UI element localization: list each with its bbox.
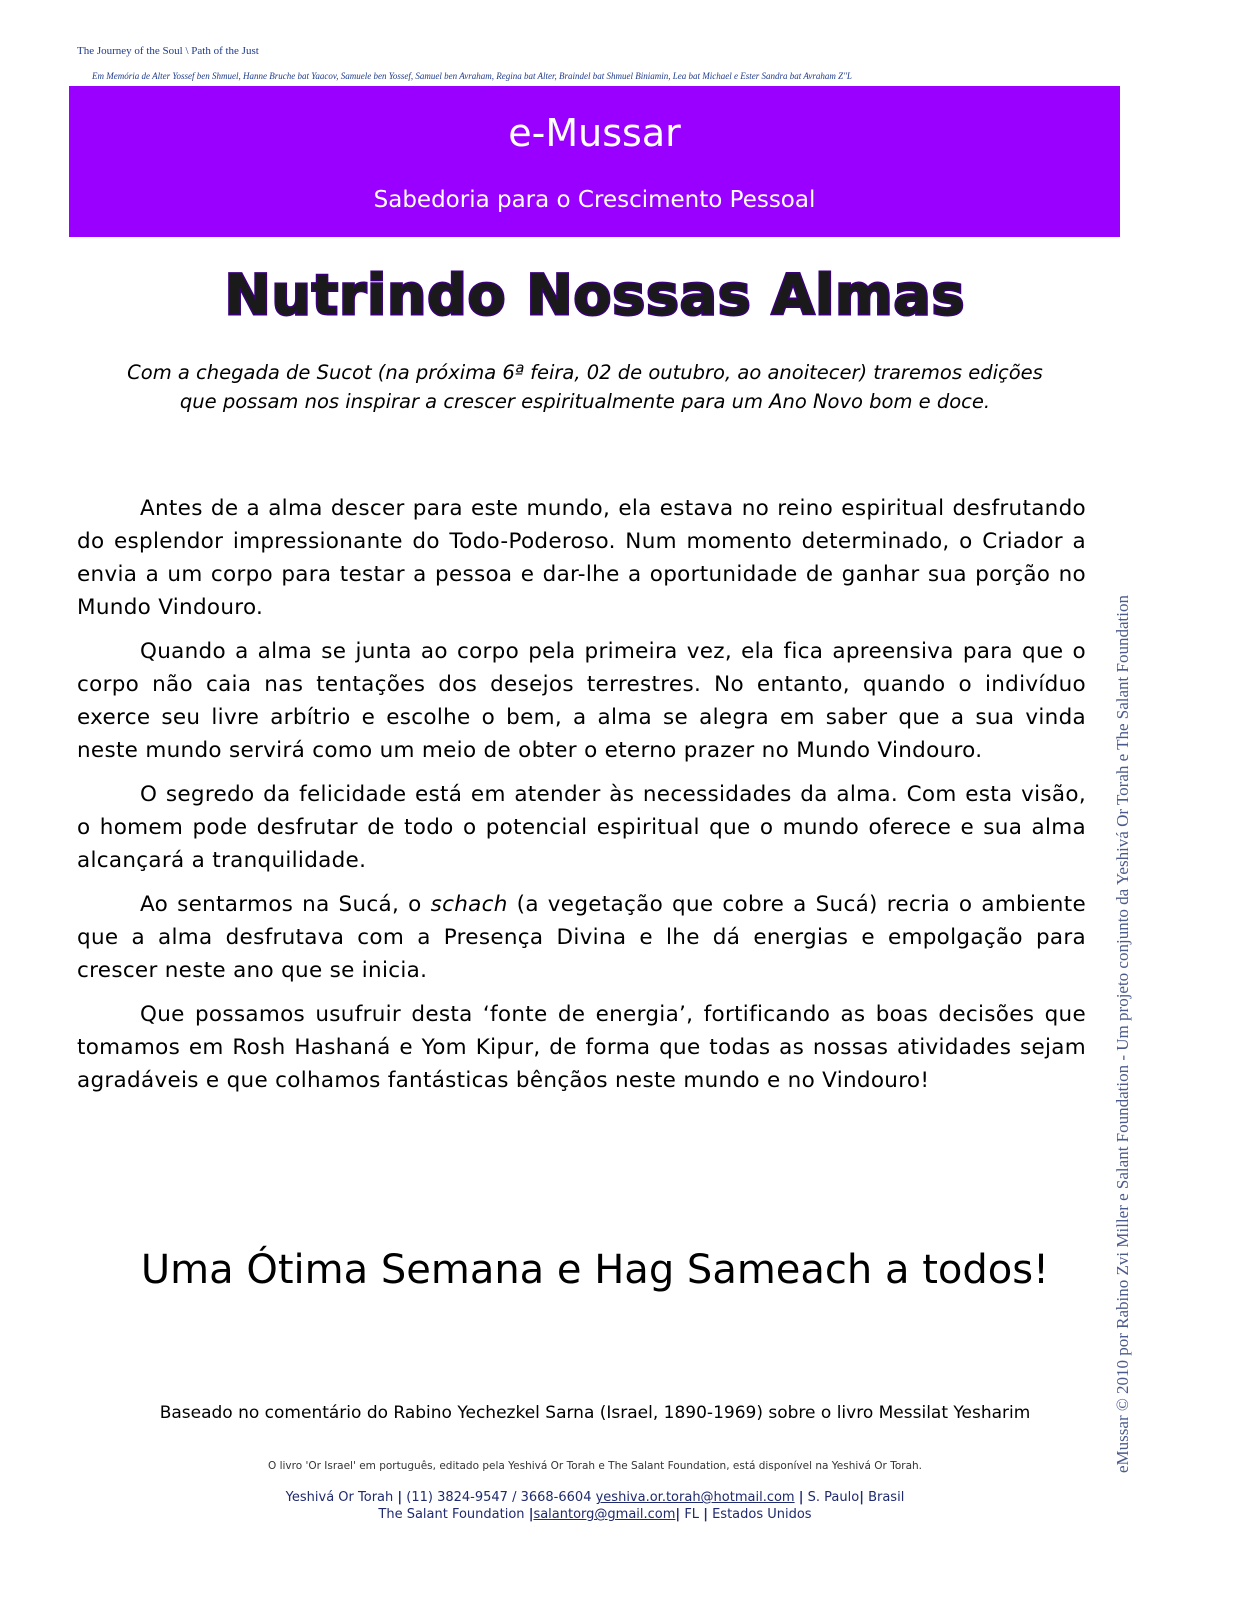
source-note: Baseado no comentário do Rabino Yechezkel Sarna (Israel, 1890-1969) sobre o livro Messilat Yesharim [159, 1403, 1031, 1423]
country: Estados Unidos [712, 1507, 812, 1522]
schach-term: schach [430, 892, 508, 917]
side-copyright: eMussar © 2010 por Rabino Zvi Miller e Salant Foundation - Um projeto conjunto da Yeshivá Or Torah e The Salant Foundation [1113, 595, 1132, 1473]
memorial-line: Em Memória de Alter Yossef ben Shmuel, Hanne Bruche bat Yaacov, Samuele ben Yossef, Samuel ben Avraham, Regina bat Alter, Braindel bat Shmuel Biniamin, Lea bat Michael e Ester Sandra bat Avraham Z"L [92, 71, 852, 81]
email-link[interactable]: yeshiva.or.torah@hotmail.com [595, 1490, 795, 1505]
country: Brasil [868, 1490, 905, 1505]
state: FL [684, 1507, 700, 1522]
series-title: The Journey of the Soul \ Path of the Just [77, 45, 259, 57]
banner-subtitle: Sabedoria para o Crescimento Pessoal [373, 187, 816, 213]
banner-title: e-Mussar [508, 111, 681, 155]
article-body [77, 492, 1086, 1108]
paragraph-5: Que possamos usufruir desta ‘fonte de energia’, fortificando as boas decisões que tomamos em Rosh Hashaná e Yom Kipur, de forma que todas as nossas atividades sejam agradáveis e que colhamos fantásticas bênçãos neste mundo e no Vindouro! [77, 1002, 1086, 1093]
intro-line-1: Com a chegada de Sucot (na próxima 6ª feira, 02 de outubro, ao anoitecer) traremos edições [127, 361, 1043, 384]
intro [75, 358, 1095, 416]
phone-numbers: (11) 3824-9547 / 3668-6604 [406, 1490, 592, 1505]
org-name: Yeshivá Or Torah [285, 1490, 394, 1505]
paragraph-3: O segredo da felicidade está em atender às necessidades da alma. Com esta visão, o homem pode desfrutar de todo o potencial espiritual que o mundo oferece e sua alma alcançará a tranquilidade. [77, 782, 1086, 873]
book-note: O livro 'Or Israel' em português, editado pela Yeshivá Or Torah e The Salant Foundation, está disponível na Yeshivá Or Torah. [267, 1460, 923, 1472]
paragraph-4-start: Ao sentarmos na Sucá, o [140, 892, 431, 917]
paragraph-1: Antes de a alma descer para este mundo, ela estava no reino espiritual desfrutando do esplendor impressionante do Todo-Poderoso. Num momento determinado, o Criador a envia a um corpo para testar a pessoa e dar-lhe a oportunidade de ganhar sua porção no Mundo Vindouro. [77, 496, 1086, 620]
closing-greeting: Uma Ótima Semana e Hag Sameach a todos! [140, 1247, 1050, 1293]
contact-line-usa: The Salant Foundation |salantorg@gmail.com| FL | Estados Unidos [378, 1507, 812, 1522]
email-link[interactable]: salantorg@gmail.com [533, 1507, 676, 1522]
contact-line-brazil: Yeshivá Or Torah | (11) 3824-9547 / 3668-6604 yeshiva.or.torah@hotmail.com | S. Paulo| Brasil [285, 1490, 905, 1505]
banner [69, 86, 1120, 237]
paragraph-4 [77, 888, 1086, 987]
page-title: Nutrindo Nossas Almas [224, 263, 966, 327]
intro-line-2: que possam nos inspirar a crescer espiritualmente para um Ano Novo bom e doce. [179, 390, 991, 413]
city: S. Paulo [807, 1490, 860, 1505]
paragraph-4-end: (a vegetação que cobre a Sucá) recria o ambiente que a alma desfrutava com a Presença Divina e lhe dá energias e empolgação para crescer neste ano que se inicia. [77, 892, 1086, 983]
paragraph-2: Quando a alma se junta ao corpo pela primeira vez, ela fica apreensiva para que o corpo não caia nas tentações dos desejos terrestres. No entanto, quando o indivíduo exerce seu livre arbítrio e escolhe o bem, a alma se alegra em saber que a sua vinda neste mundo servirá como um meio de obter o eterno prazer no Mundo Vindouro. [77, 639, 1086, 763]
org-name: The Salant Foundation [378, 1507, 525, 1522]
